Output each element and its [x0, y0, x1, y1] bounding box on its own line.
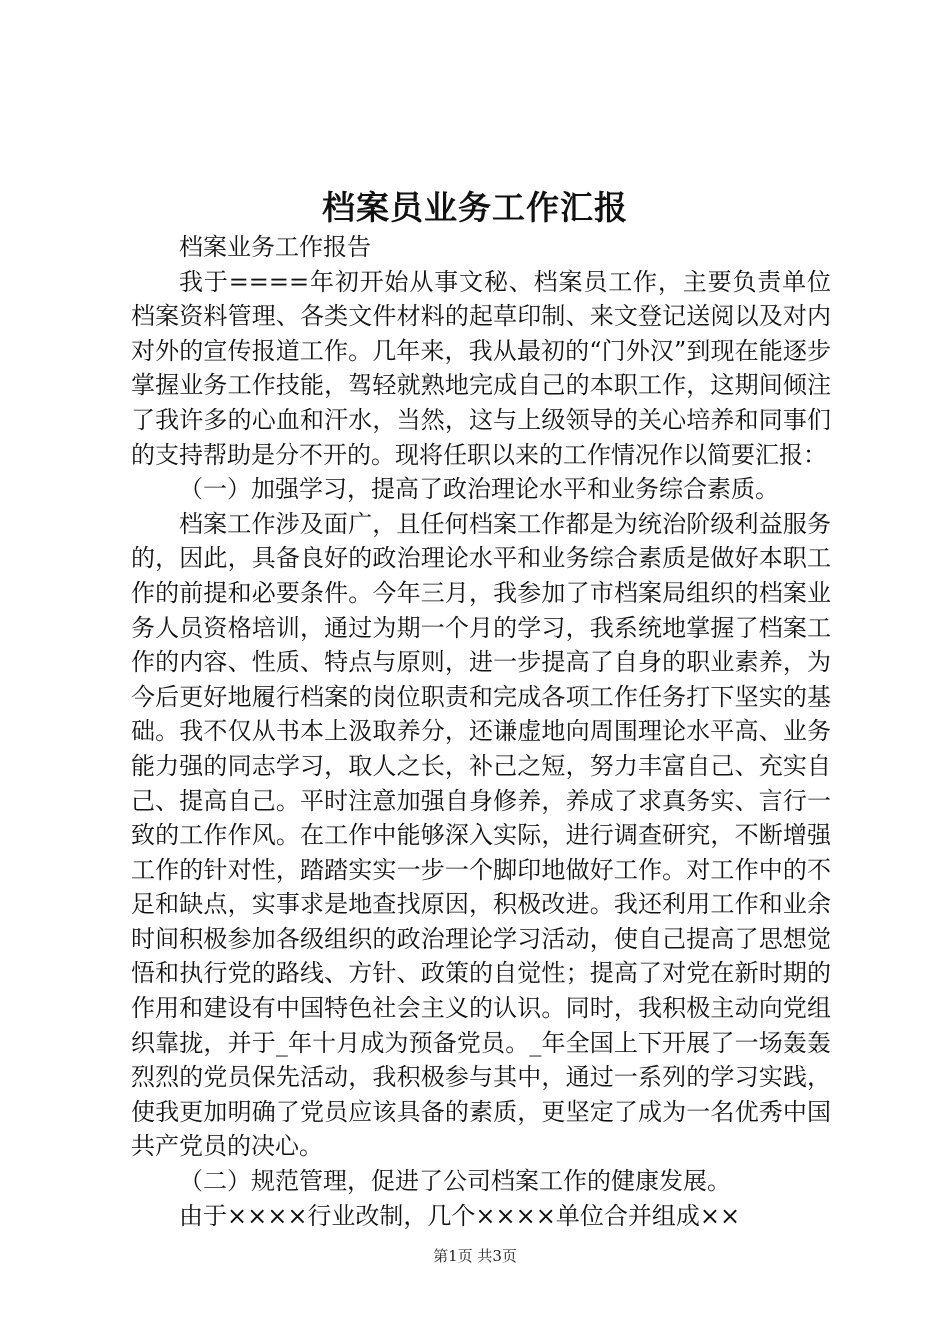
- paragraph-heading-1: （一）加强学习，提高了政治理论水平和业务综合素质。: [179, 475, 779, 504]
- paragraph-intro: 我于====年初开始从事文秘、档案员工作，主要负责单位档案资料管理、各类文件材料的起草印制、来文登记送阅以及对内对外的宣传报道工作。几年来，我从最初的“门外汉”到现在能逐步掌握业务工作技能，驾轻就熟地完成自己的本职工作，这期间倾注了我许多的心血和汗水，当然，这与上级领导的关心培养和同事们的支持帮助是分不开的。现将任职以来的工作情况作以简要汇报：: [131, 267, 831, 469]
- paragraph-management: 由于××××行业改制，几个××××单位合并组成××: [179, 1201, 741, 1230]
- document-title: 档案员业务工作汇报: [322, 188, 628, 227]
- page-footer: 第1页 共3页: [433, 1247, 517, 1265]
- paragraph-study: 档案工作涉及面广，且任何档案工作都是为统治阶级利益服务的，因此，具备良好的政治理论水平和业务综合素质是做好本职工作的前提和必要条件。今年三月，我参加了市档案局组织的档案业务人员资格培训，通过为期一个月的学习，我系统地掌握了档案工作的内容、性质、特点与原则，进一步提高了自身的职业素养，为今后更好地履行档案的岗位职责和完成各项工作任务打下坚实的基础。我不仅从书本上汲取养分，还谦虚地向周围理论水平高、业务能力强的同志学习，取人之长，补己之短，努力丰富自己、充实自己、提高自己。平时注意加强自身修养，养成了求真务实、言行一致的工作作风。在工作中能够深入实际，进行调查研究，不断增强工作的针对性，踏踏实实一步一个脚印地做好工作。对工作中的不足和缺点，实事求是地查找原因，积极改进。我还利用工作和业余时间积极参加各级组织的政治理论学习活动，使自己提高了思想觉悟和执行党的路线、方针、政策的自觉性；提高了对党在新时期的作用和建设有中国特色社会主义的认识。同时，我积极主动向党组织靠拢，并于_年十月成为预备党员。_年全国上下开展了一场轰轰烈烈的党员保先活动，我积极参与其中，通过一系列的学习实践，使我更加明确了党员应该具备的素质，更坚定了成为一名优秀中国共产党员的决心。: [131, 509, 831, 1161]
- document-body: [131, 230, 831, 1233]
- paragraph-subtitle: 档案业务工作报告: [179, 233, 371, 261]
- paragraph-heading-2: （二）规范管理，促进了公司档案工作的健康发展。: [179, 1167, 731, 1196]
